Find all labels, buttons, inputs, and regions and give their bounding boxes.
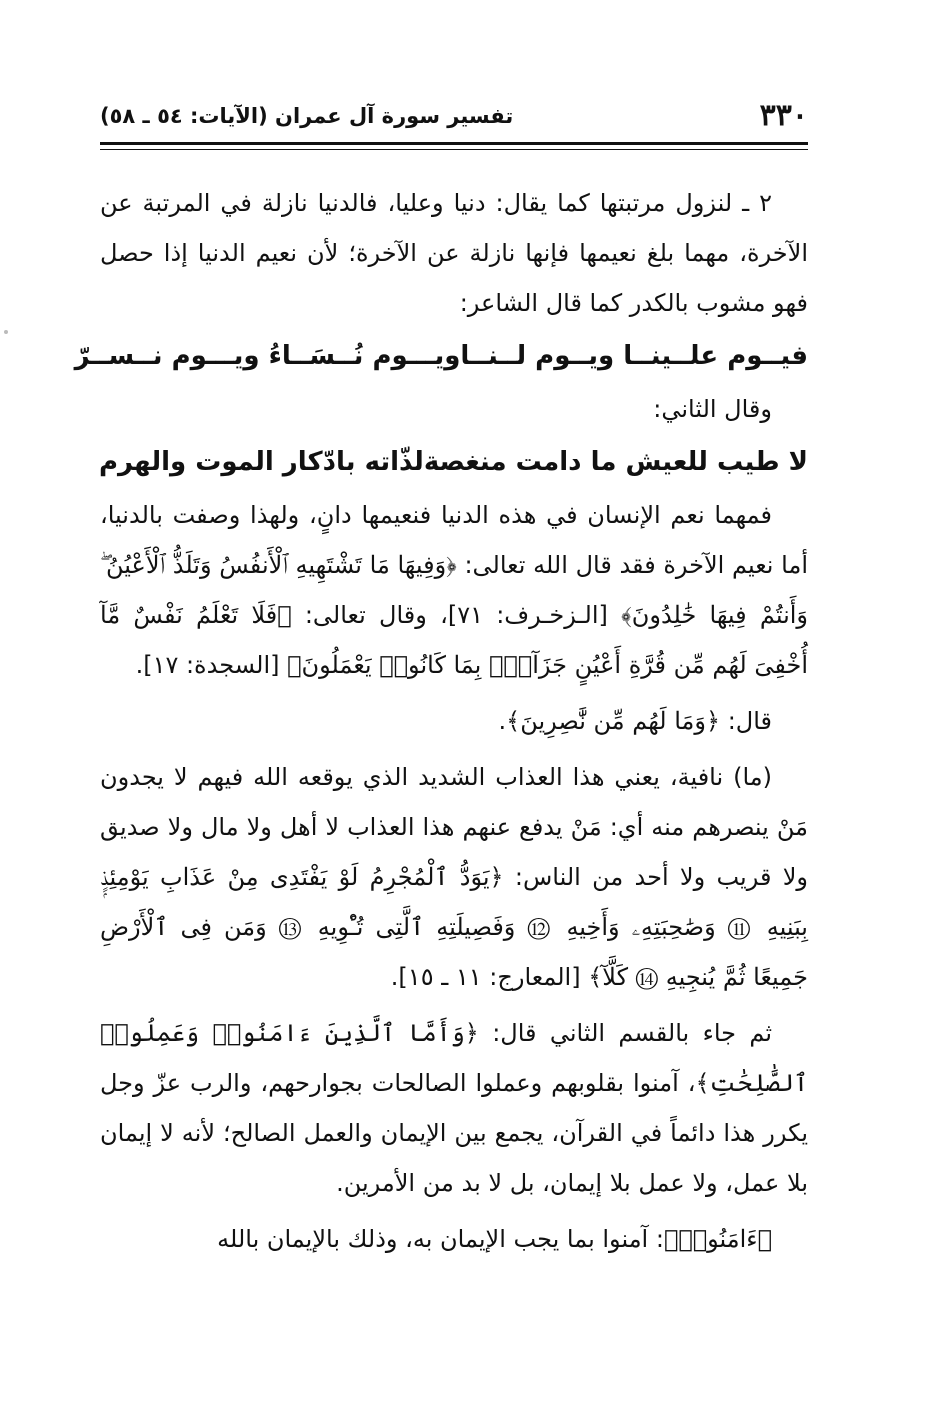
p4-text-a: قال: [720,707,772,735]
page-number: ٣٣٠ [759,98,808,133]
header-rule-thick [100,142,808,145]
running-title: تفسير سورة آل عمران (الآيات: ٥٤ ـ ٥٨) [100,104,514,128]
quran-quote-zukhruf: ﴿وَفِيهَا مَا تَشْتَهِيهِ ٱلْأَنفُسُ وَتَلَذُّ ٱلْأَعْيُنُ ۖ وَأَنتُمْ فِيهَا خَٰلِدُونَ﴾ [100,551,809,629]
scan-speck [4,330,8,334]
p3-text-a: فمهما نعم الإنسان في هذه الدنيا فنعيمها دانٍ، ولهذا وصفت بالدنيا، أما نعيم الآخرة فقد قال الله تعالى: [100,501,808,579]
p3-ref-a: [الـزخـرف: ٧١]، وقال تعالى: [291,601,622,629]
poetry-verse-1 [74,328,808,384]
verse-1-first-hemistich: فيــوم علــينــا ويــوم لــنــا [460,341,808,371]
verse-1-second-hemistich: ويـــوم نُــسَــاءُ ويـــوم نــســرّ [74,341,461,371]
paragraph-1: ٢ ـ لنزول مرتبتها كما يقال: دنيا وعليا، فالدنيا نازلة في المرتبة عن الآخرة، مهما بلغ نعيمها فإنها نازلة عن الآخرة؛ لأن نعيم الدنيا إذا حصل فهو مشوب بالكدر كما قال الشاعر: [100,189,808,317]
paragraph-5 [100,752,808,1002]
p5-text-a: (ما) نافية، يعني هذا العذاب الشديد الذي يوقعه الله فيهم لا يجدون مَنْ ينصرهم منه أي: مَنْ يدفع عنهم هذا العذاب لا أهل ولا مال ولا صديق ولا قريب ولا أحد من الناس: [100,763,809,891]
p6-text-b: ، آمنوا بقلوبهم وعملوا الصالحات بجوارحهم، والرب عزّ وجل يكرر هذا دائماً في القرآن، يجمع بين الإيمان والعمل الصالح؛ لأنه لا إيمان بلا عمل، ولا عمل بلا إيمان، بل لا بد من الأمرين. [100,1069,808,1197]
p4-text-b: . [498,707,507,735]
header-rule-thin [100,149,808,150]
verse-2-second-hemistich: لذّاته بادّكار الموت والهرم [98,447,424,477]
p7-text: : آمنوا بما يجب الإيمان به، وذلك بالإيمان بالله [217,1225,664,1253]
quran-quote-amanu: ﴿ءَامَنُوا۟﴾ [663,1225,772,1253]
verse-2-first-hemistich: لا طيب للعيش ما دامت منغصة [423,447,808,477]
quran-quote-amanu-wa-amilu: ﴿وَأَمَّا ٱلَّذِينَ ءَامَنُوا۟ وَعَمِلُوا۟ ٱلصَّٰلِحَٰتِ﴾ [100,1019,808,1097]
paragraph-3 [100,490,808,690]
paragraph-7 [100,1214,808,1264]
paragraph-4 [100,696,808,746]
paragraph-2: وقال الثاني: [653,395,772,423]
p6-text-a: ثم جاء بالقسم الثاني قال: [478,1019,772,1047]
quran-quote-maarij: ﴿يَوَدُّ ٱلْمُجْرِمُ لَوْ يَفْتَدِى مِنْ عَذَابِ يَوْمِئِذٍۭ بِبَنِيهِ ⑪ وَصَٰحِبَتِهِۦ وَأَخِيهِ ⑫ وَفَصِيلَتِهِ ٱلَّتِى تُـْٔوِيهِ ⑬ وَمَن فِى ٱلْأَرْضِ جَمِيعًا ثُمَّ يُنجِيهِ ⑭ كَلَّآ﴾ [100,863,808,991]
quran-quote-sajda: ﴿فَلَا تَعْلَمُ نَفْسٌ مَّآ أُخْفِىَ لَهُم مِّن قُرَّةِ أَعْيُنٍ جَزَآءًۢ بِمَا كَانُوا۟ يَعْمَلُونَ﴾ [100,601,808,679]
poetry-verse-2 [100,434,808,490]
p5-ref: [المعارج: ١١ ـ ١٥]. [390,963,589,991]
page-body [74,178,809,1264]
p3-ref-b: [السجدة: ١٧]. [135,651,288,679]
paragraph-6 [100,1008,808,1208]
page-header [100,98,808,138]
quran-quote-nasirin: ﴿وَمَا لَهُم مِّن نَّٰصِرِينَ﴾ [506,707,721,735]
